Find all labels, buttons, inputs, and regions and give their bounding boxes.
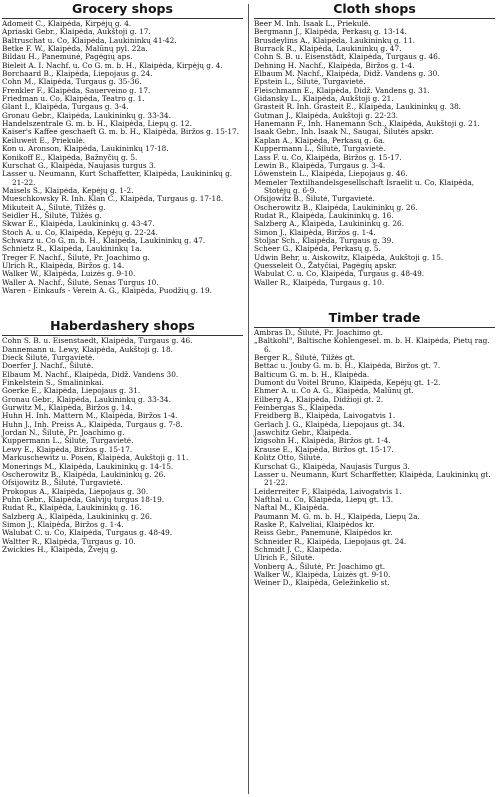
list-item: Löwenstein L., Klaipėda, Liepojaus g. 46. [254,169,408,179]
list-item: Gronau Gebr., Klaipėda, Laukininkų g. 33-34. [2,394,171,404]
section-grocery-shops [0,0,245,295]
list-item: Dehning H. Nachf., Klaipėda, Biržos g. 1-4. [254,60,415,70]
list-item: Beer M. Inh. Isaak L., Priekulė. [254,19,371,28]
list-item: Skwar E., Klaipėda, Laukininkų g. 43-47. [2,219,155,229]
list-item: Betke F. W., Klaipėda, Malūnų pyl. 22a. [2,44,148,54]
list-item: Dannemann u. Lewy, Klaipėda, Aukštoji g. 18. [2,344,173,354]
list-item: Schwarz u. Co G. m. b. H., Klaipėda, Laukininkų g. 47. [2,235,206,245]
list-item: Friedman u. Co, Klaipėda, Teatro g. 1. [2,94,145,104]
list-item: Wabulat C. u. Co, Klaipėda, Turgaus g. 48-49. [254,269,425,279]
list-item: Huhn J., Inh. Preiss A., Klaipėda, Turgaus g. 7-8. [2,419,183,429]
section-heading: Haberdashery shops [50,318,195,334]
list-item: Ambras D., Šilutė, Pr. Joachimo gt. [254,328,383,337]
list-item: Walker W., Klaipėda, Luizės g. 9-10. [2,269,136,279]
section-heading: Cloth shops [333,1,416,16]
list-item: Eilberg A., Klaipėda, Didžioji gt. 2. [254,394,384,404]
list-item: Stoch A. u. Co, Klaipėda, Kepėjų g. 22-24. [2,227,158,237]
entry-list [0,19,245,295]
list-item: Elbaum M. Nachf., Klaipėda, Didž. Vandens 30. [2,369,179,379]
list-item: Epstein L., Šilutė, Turgavietė. [254,77,366,87]
list-item: Udwin Behr, u. Aiskowitz, Klaipėda, Aukštoji g. 15. [254,252,444,262]
list-item: Cohn S. B. u. Eisenstädt, Klaipėda, Turgaus g. 46. [254,52,441,62]
list-item: Weiner D., Klaipėda, Geležinkelio st. [254,578,390,588]
list-item: Ulrich R., Klaipėda, Biržos g. 14. [2,260,125,270]
list-item: Schmidt J. C., Klaipėda. [254,544,342,554]
list-item: Adomeit C., Klaipėda, Kirpėjų g. 4. [2,19,132,28]
list-item: Bieleit A. I. Nachf. u. Co G. m. b. H., Klaipėda, Kirpėjų g. 4. [2,60,223,70]
list-item: Apriaski Gebr., Klaipėda, Aukštoji g. 17. [2,27,151,37]
right-column [252,0,497,588]
section-gap [0,295,245,317]
list-item: Simon J., Klaipėda, Biržos g. 1-4. [2,519,124,529]
left-column [0,0,245,554]
list-item: Borchaard B., Klaipėda, Liepojaus g. 24. [2,69,153,79]
list-item: Cohn M., Klaipėda, Turgaus g. 35-36. [2,77,142,87]
list-item: Markuschewitz u. Posen, Klaipėda, Aukštoji g. 11. [2,453,189,463]
list-item: Oscherowitz B., Klaipėda, Laukininkų g. 26. [2,469,166,479]
list-item: Izigsohn H., Klaipėda, Biržos gt. 1-4. [254,436,391,446]
list-item: Raske P., Kalveliai, Klaipėdos kr. [254,519,375,529]
section-timber-trade [252,309,497,588]
list-item: Kurschat G., Klaipėda, Naujasis Turgus 3. [254,461,410,471]
list-item: Quesseleit O., Žatyčiai, Pagėgių apskr. [254,260,397,270]
list-item: Prokopus A., Klaipėda, Liepojaus g. 30. [2,486,149,496]
list-item: Gerlach J. G., Klaipėda, Liepojaus gt. 34. [254,419,405,429]
list-item: Vonberg A., Šilutė, Pr. Joachimo gt. [254,561,386,571]
list-item: Paumann M. G. m. b. H., Klaipėda, Liepų 2a. [254,511,420,521]
list-item: Gidansky L., Klaipėda, Aukštoji g. 21. [254,94,394,104]
list-item: Kolitz Otto, Šilutė. [254,453,323,463]
list-item: Reiss Gebr., Panemunė, Klaipėdos kr. [254,528,393,538]
list-item: Dieck Šilutė, Turgavietė. [2,353,95,363]
list-item: Schnietz R., Klaipėda, Laukininkų 1a. [2,244,142,254]
list-item: Kaiser's Kaffee geschaeft G. m. b. H., Klaipėda, Biržos g. 15-17. [2,127,240,137]
list-item: Fleischmann E., Klaipėda, Didž. Vandens g. 31. [254,85,430,95]
list-item: Kon u. Aronson, Klaipėda, Laukininkų 17-18. [2,144,169,154]
list-item: Zwickies H., Klaipėda, Žvejų g. [2,544,118,554]
list-item: Dumont du Voitel Bruno, Klaipėda, Kepėjų gt. 1-2. [254,378,441,388]
list-item: Maisels S., Klaipėda, Kepėjų g. 1-2. [2,185,134,195]
list-item: Gutman J., Klaipėda, Aukštoji g. 22-23. [254,110,399,120]
list-item: Seidler H., Šilutė, Tilžės g. [2,210,102,220]
list-item: Kurschat G., Klaipėda, Naujasis turgus 3. [2,160,156,170]
list-item: Hanemann F., Inh. Hanemann Sch., Klaipėda, Aukštoji g. 21. [254,119,480,129]
section-heading: Grocery shops [72,1,173,16]
list-item: Elbaum M. Nachf., Klaipėda, Didž. Vandens g. 30. [254,69,440,79]
list-item: Doerfer J. Nachf., Šilutė. [2,361,94,371]
list-item: Leiderreiter F., Klaipėda, Laivogatvis 1. [254,486,402,496]
list-item: Waltter R., Klaipėda, Turgaus g. 10. [2,536,136,546]
list-item: Brusdeylins A., Klaipėda, Laukininkų g. 11. [254,35,415,45]
list-item: Lasser u. Neumann, Kurt Schaffetter, Klaipėda, Laukininkų g. 21-22. [2,169,233,187]
list-item: Glant I., Klaipėda, Turgaus g. 3-4. [2,102,129,112]
list-item: Handelszentrale G. m. b. H., Klaipėda, Liepų g. 12. [2,119,192,129]
list-item: Lewin B., Klaipėda, Turgaus g. 3-4. [254,160,386,170]
list-item: Kuppermann L., Šilutė, Turgavietė. [2,436,134,446]
list-item: Monerings M., Klaipėda, Laukininkų g. 14-15. [2,461,174,471]
section-haberdashery-shops [0,317,245,554]
list-item: Gronau Gebr., Klaipėda, Laukininkų g. 33-34. [2,110,171,120]
list-item: Kuppermann L., Šilutė, Turgavietė. [254,144,386,154]
list-item: Puhn Gebr., Klaipėda, Galvijų turgus 18-19. [2,494,165,504]
list-item: Goerke E., Klaipėda, Liepojaus g. 31. [2,386,141,396]
list-item: Burrack R., Klaipėda, Laukininkų g. 47. [254,44,402,54]
list-item: Krause E., Klaipėda, Biržos gt. 15-17. [254,444,394,454]
list-item: Bildau H., Panemunė, Pagėgių aps. [2,52,133,62]
list-item: Bergmann J., Klaipėda, Perkasų g. 13-14. [254,27,407,37]
list-item: Waller R., Klaipėda, Turgaus g. 10. [254,277,385,287]
list-item: Stoljar Sch., Klaipėda, Turgaus g. 39. [254,235,394,245]
section-gap [252,287,497,309]
list-item: Baltruschat u. Co, Klaipėda, Laukininkų 41-42. [2,35,177,45]
list-item: Simon J., Klaipėda, Biržos g. 1-4. [254,227,376,237]
list-item: Schneider R., Klaipėda, Liepojaus gt. 24. [254,536,407,546]
column-divider [248,4,249,794]
list-item: „Baltkohl", Baltische Kohlengesel. m. b. H. Klaipėda, Pietų rag. 6. [254,336,490,354]
list-item: Ofsijowitz B., Šilutė, Turgavietė. [254,194,375,204]
list-item: Balticum G. m. b. H., Klaipėda. [254,369,370,379]
list-item: Cohn S. B. u. Eisenstaedt, Klaipėda, Turgaus g. 46. [2,336,193,346]
entry-list [252,19,497,287]
list-item: Oscherowitz B., Klaipėda, Laukininkų g. 26. [254,202,418,212]
list-item: Rudat R., Klaipėda, Laukininkų g. 16. [2,503,142,513]
section-heading: Timber trade [328,310,421,325]
list-item: Lass F. u. Co, Klaipėda, Biržos g. 15-17. [254,152,402,162]
list-item: Jaswchitz Gebr., Klaipėda. [254,428,352,438]
list-item: Ofsijowitz B., Šilutė, Turgavietė. [2,478,123,488]
list-item: Rudat R., Klaipėda, Laukininkų g. 16. [254,210,394,220]
list-item: Walker W., Klaipėda, Luizės gt. 9-10. [254,569,391,579]
list-item: Mueschkowsky R. Inh. Klan C., Klaipėda, Turgaus g. 17-18. [2,194,224,204]
entry-list [0,336,245,554]
list-item: Feinbergas S., Klaipėda. [254,403,345,413]
entry-list [252,328,497,588]
list-item: Konikoff E., Klaipėda, Bažnyčių g. 5. [2,152,138,162]
list-item: Memeler Textilhandelsgesellschaft Israelit u. Co, Klaipėda, Stotėjų g. 6-9. [254,177,475,195]
list-item: Treger F. Nachf., Šilutė, Pr. Joachimo g. [2,252,150,262]
list-item: Berger R., Šilutė, Tilžės gt. [254,353,356,363]
list-item: Bettac u. Jouby G. m. b. H., Klaipėda, Biržos gt. 7. [254,361,441,371]
list-item: Kaplan A., Klaipėda, Perkasų g. 6a. [254,135,385,145]
list-item: Grasteit R. Inh. Grasteit E., Klaipėda, Laukininkų g. 38. [254,102,462,112]
list-item: Gurwitz M., Klaipėda, Biržos g. 14. [2,403,133,413]
list-item: Ulrich F., Šilutė. [254,553,315,563]
list-item: Mikuteit A., Šilutė, Tilžės g. [2,202,106,212]
list-item: Freidberg B., Klaipėda, Laivogatvis 1. [254,411,396,421]
list-item: Frenkler F., Klaipėda, Sauerveino g. 17. [2,85,151,95]
list-item: Scheer G., Klaipėda, Perkasų g. 5. [254,244,381,254]
list-item: Huhn H. Inh. Mattern M., Klaipėda, Biržos 1-4. [2,411,178,421]
list-item: Waren - Einkaufs - Verein A. G., Klaipėda, Puodžių g. 19. [2,286,212,295]
list-item: Salzberg A., Klaipėda, Laukininkų g. 26. [254,219,405,229]
list-item: Lewy E., Klaipėda, Biržos g. 15-17. [2,444,133,454]
section-cloth-shops [252,0,497,287]
list-item: Lasser u. Neumann, Kurt Scharffetter, Klaipėda, Laukininkų gt. 21-22. [254,469,491,488]
list-item: Keiluweit E., Priekulė. [2,135,86,145]
list-item: Jordan N., Šilutė, Pr. Joachimo g. [2,428,125,438]
list-item: Nafthal u. Co, Klaipėda, Liepų gt. 13. [254,494,394,504]
list-item: Walubat C. u. Co, Klaipėda, Turgaus g. 48-49. [2,528,173,538]
list-item: Ehmer A. u. Co A. G., Klaipėda, Malūnų gt. [254,386,414,396]
list-item: Finkelstein S., Smalininkai. [2,378,104,388]
list-item: Salzberg A., Klaipėda, Laukininkų g. 26. [2,511,153,521]
list-item: Isaak Gebr., Inh. Isaak N., Saugai, Šilutės apskr. [254,127,434,137]
list-item: Waller A. Nachf., Šilutė, Senas Turgus 10. [2,277,159,287]
list-item: Naftal M., Klaipėda. [254,503,330,513]
